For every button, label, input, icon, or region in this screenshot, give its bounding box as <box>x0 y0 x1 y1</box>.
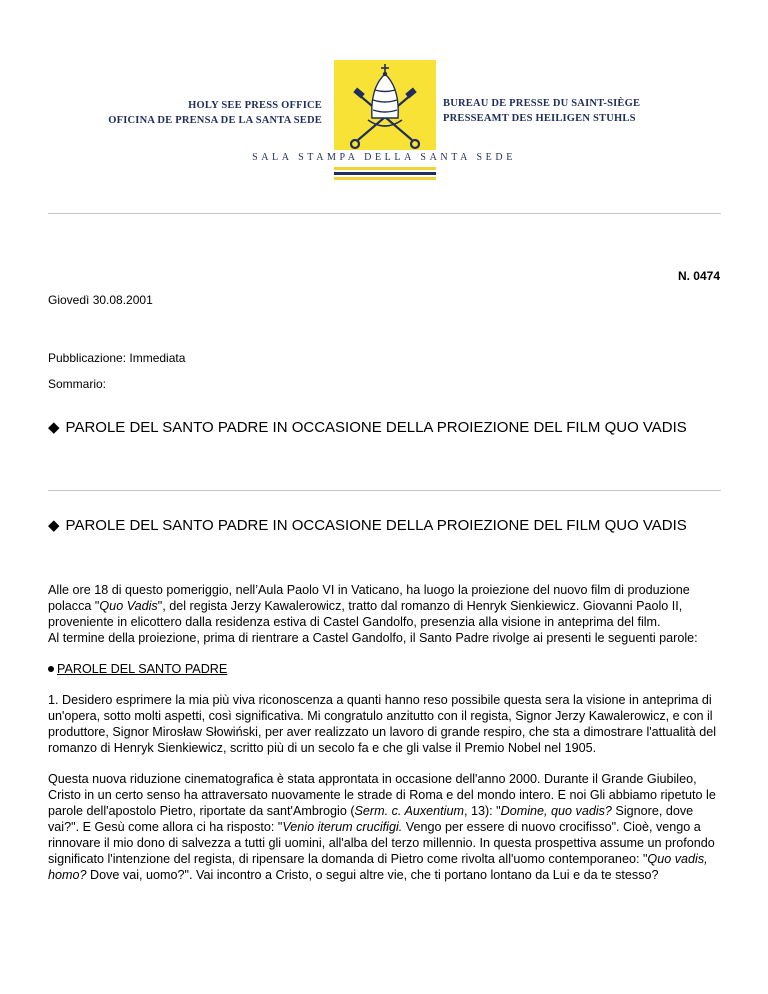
p2-text-b: , 13): " <box>463 804 501 818</box>
holy-see-press-office-label: HOLY SEE PRESS OFFICE <box>188 100 322 111</box>
article-body <box>48 582 724 898</box>
presseamt-label: PRESSEAMT DES HEILIGEN STUHLS <box>443 113 636 124</box>
p2-text-c: Signore, dove vai?". E Gesù come allora ci ha risposto: " <box>48 804 694 834</box>
oficina-prensa-label: OFICINA DE PRENSA DE LA SANTA SEDE <box>108 115 322 126</box>
p2-text-a: Questa nuova riduzione cinematografica è stata approntata in occasione dell'anno 2000. Durante il Grande Giubileo, Cristo in un certo senso ha attraversato nuovamente le strade di Roma e del mondo intero. E noi Gli abbiamo ripetuto le parole dell'apostolo Pietro, riportate da sant'Ambrogio ( <box>48 772 716 818</box>
intro-text-b: ", del regista Jerzy Kawalerowicz, tratto dal romanzo di Henryk Sienkiewicz. Giovanni Paolo II, proveniente in elicottero dalla residenza estiva di Castel Gandolfo, presenzia alla visione in anteprima del film. <box>48 599 683 629</box>
summary-item-link[interactable] <box>48 419 728 437</box>
p2-latin-3: Quo vadis, homo? <box>48 852 708 882</box>
bulletin-number: N. 0474 <box>677 269 720 283</box>
summary-item-title: PAROLE DEL SANTO PADRE IN OCCASIONE DELLA PROIEZIONE DEL FILM QUO VADIS <box>65 419 687 436</box>
press-office-letterhead <box>0 0 768 200</box>
bulletin-date: Giovedì 30.08.2001 <box>48 293 153 307</box>
stripe-yellow-bottom <box>334 177 436 180</box>
paragraph-2 <box>48 771 724 883</box>
summary-label: Sommario: <box>48 377 107 391</box>
p2-text-e: Dove vai, uomo?". Vai incontro a Cristo, o segui altre vie, che ti portano lontano da Lui e da te stesso? <box>86 868 659 882</box>
subheading-label: PAROLE DEL SANTO PADRE <box>57 662 228 676</box>
stripe-navy <box>334 172 436 175</box>
header-divider <box>48 213 721 214</box>
stripe-yellow-top <box>334 167 436 170</box>
sala-stampa-subtitle: SALA STAMPA DELLA SANTA SEDE <box>252 152 516 163</box>
intro-paragraph <box>48 582 724 646</box>
bullet-dot-icon <box>48 666 54 672</box>
p2-latin-2: Venio iterum crucifigi. <box>282 820 403 834</box>
parole-santo-padre-link[interactable] <box>48 661 724 677</box>
section-divider <box>48 490 721 491</box>
bureau-de-presse-label: BUREAU DE PRESSE DU SAINT-SIÈGE <box>443 98 641 109</box>
paragraph-1: 1. Desidero esprimere la mia più viva riconoscenza a quanti hanno reso possibile questa sera la visione in anteprima di un'opera, sotto molti aspetti, così significativa. Mi congratulo anzitutto con il regista, Signor Jerzy Kawalerowicz, e con il produttore, Signor Mirosław Słowiński, per aver realizzato un lavoro di grande respiro, che sta a dimostrare l'attualità del romanzo di Henryk Sienkiewicz, scritto più di un secolo fa e che gli valse il Premio Nobel nel 1905. <box>48 693 717 755</box>
p2-text-d: Vengo per essere di nuovo crocifisso". Cioè, vengo a rinnovare il mio dono di salvezza a tutti gli uomini, all'alba del terzo millennio. In questa prospettiva assume un profondo significato l'intenzione del regista, di ripensare la domanda di Pietro come rivolta all'uomo contemporaneo: " <box>48 820 715 866</box>
p2-citation: Serm. c. Auxentium <box>354 804 464 818</box>
letterhead-stripes <box>334 167 436 180</box>
diamond-bullet-icon: ◆ <box>48 419 60 436</box>
intro-text-c: Al termine della proiezione, prima di rientrare a Castel Gandolfo, il Santo Padre rivolge ai presenti le seguenti parole: <box>48 631 698 645</box>
intro-text-a: Alle ore 18 di questo pomeriggio, nell’Aula Paolo VI in Vaticano, ha luogo la proiezione del nuovo film di produzione polacca " <box>48 583 690 613</box>
papal-tiara-keys-icon <box>334 60 436 150</box>
letterhead-left-text <box>108 98 322 128</box>
section-heading <box>48 517 728 535</box>
section-title: PAROLE DEL SANTO PADRE IN OCCASIONE DELLA PROIEZIONE DEL FILM QUO VADIS <box>65 517 687 534</box>
film-title-quo-vadis: Quo Vadis <box>99 599 158 613</box>
diamond-bullet-icon: ◆ <box>48 517 60 534</box>
papal-seal-emblem <box>334 60 436 150</box>
letterhead-right-text <box>443 96 640 126</box>
p2-latin-1: Domine, quo vadis? <box>500 804 612 818</box>
publication-status: Pubblicazione: Immediata <box>48 351 186 365</box>
